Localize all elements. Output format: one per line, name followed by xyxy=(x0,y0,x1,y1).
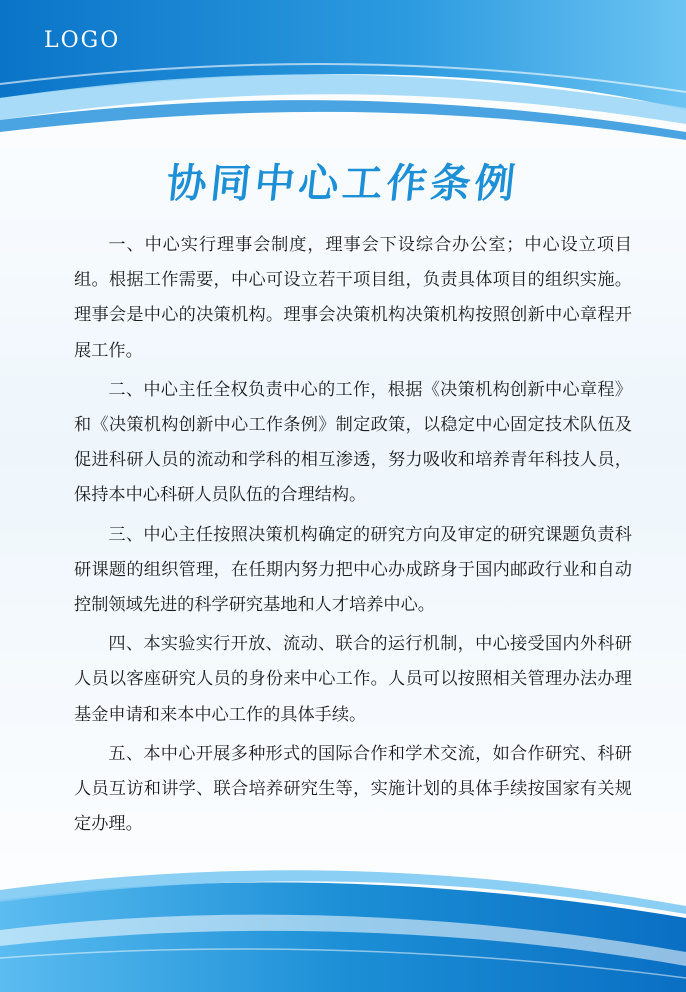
regulations-body xyxy=(74,228,632,846)
regulation-paragraph: 一、中心实行理事会制度，理事会下设综合办公室；中心设立项目组。根据工作需要，中心可设立若干项目组，负责具体项目的组织实施。理事会是中心的决策机构。理事会决策机构决策机构按照创新中心章程开展工作。 xyxy=(74,235,632,361)
regulation-paragraph: 四、本实验实行开放、流动、联合的运行机制，中心接受国内外科研人员以客座研究人员的身份来中心工作。人员可以按照相关管理办法办理基金申请和来本中心工作的具体手续。 xyxy=(74,634,632,725)
page-title: 协同中心工作条例 xyxy=(164,161,522,207)
regulation-paragraph: 五、本中心开展多种形式的国际合作和学术交流，如合作研究、科研人员互访和讲学、联合培养研究生等，实施计划的具体手续按国家有关规定办理。 xyxy=(74,743,632,835)
logo-text: LOGO xyxy=(44,28,121,53)
regulation-paragraph: 二、中心主任全权负责中心的工作，根据《决策机构创新中心章程》和《决策机构创新中心工作条例》制定政策，以稳定中心固定技术队伍及促进科研人员的流动和学科的相互渗透，努力吸收和培养青年科技人员，保持本中心科研人员队伍的合理结构。 xyxy=(74,379,632,506)
regulation-paragraph: 三、中心主任按照决策机构确定的研究方向及审定的研究课题负责科研课题的组织管理，在任期内努力把中心办成跻身于国内邮政行业和自动控制领域先进的科学研究基地和人才培养中心。 xyxy=(74,524,632,616)
